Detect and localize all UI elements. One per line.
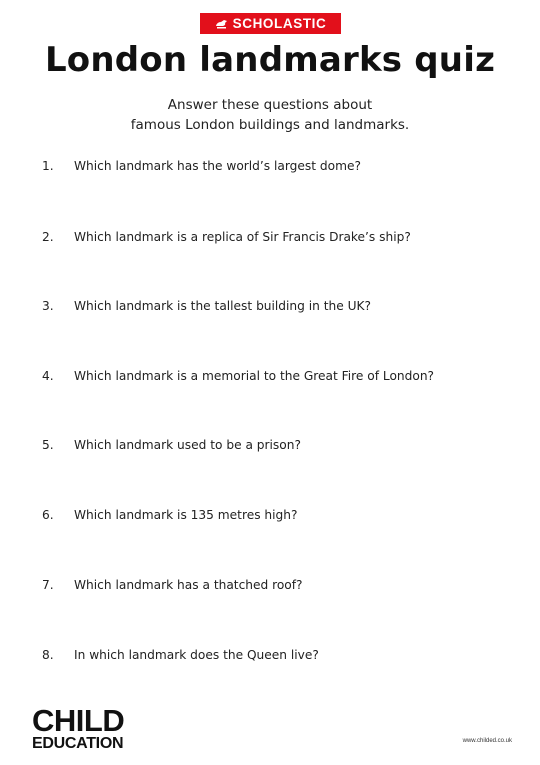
question-number: 7. [42, 578, 54, 592]
question-number: 6. [42, 508, 54, 522]
scholastic-wordmark: SCHOLASTIC [232, 15, 327, 31]
question-text: Which landmark is the tallest building in the UK? [74, 299, 371, 313]
question-item [0, 228, 540, 246]
question-text: Which landmark has the world’s largest dome? [74, 159, 361, 173]
question-number: 2. [42, 230, 54, 244]
question-text: Which landmark used to be a prison? [74, 438, 301, 452]
intro-line-1: Answer these questions about [167, 97, 373, 113]
question-text: Which landmark has a thatched roof? [74, 578, 303, 592]
question-item [0, 576, 540, 594]
question-item [0, 506, 540, 524]
question-item [0, 646, 540, 664]
question-number: 4. [42, 369, 54, 383]
question-text: In which landmark does the Queen live? [74, 648, 319, 662]
logo-line-education: EDUCATION [32, 735, 124, 752]
intro-line-2: famous London buildings and landmarks. [130, 116, 410, 133]
question-item [0, 367, 540, 385]
question-number: 5. [42, 438, 54, 452]
question-text: Which landmark is a memorial to the Great Fire of London? [74, 369, 435, 383]
footer-url: www.childed.co.uk [462, 738, 512, 744]
lamp-icon [215, 18, 229, 29]
question-item [0, 297, 540, 315]
intro-text [0, 96, 540, 135]
page-title: London landmarks quiz [44, 40, 496, 80]
question-number: 3. [42, 299, 54, 313]
question-number: 1. [42, 159, 54, 173]
question-number: 8. [42, 648, 54, 662]
question-item [0, 436, 540, 454]
logo-line-child: CHILD [32, 703, 125, 738]
question-text: Which landmark is 135 metres high? [74, 508, 298, 522]
question-text: Which landmark is a replica of Sir Francis Drake’s ship? [74, 230, 411, 244]
scholastic-logo [200, 13, 341, 34]
question-item [0, 157, 540, 175]
child-education-logo [32, 703, 182, 753]
